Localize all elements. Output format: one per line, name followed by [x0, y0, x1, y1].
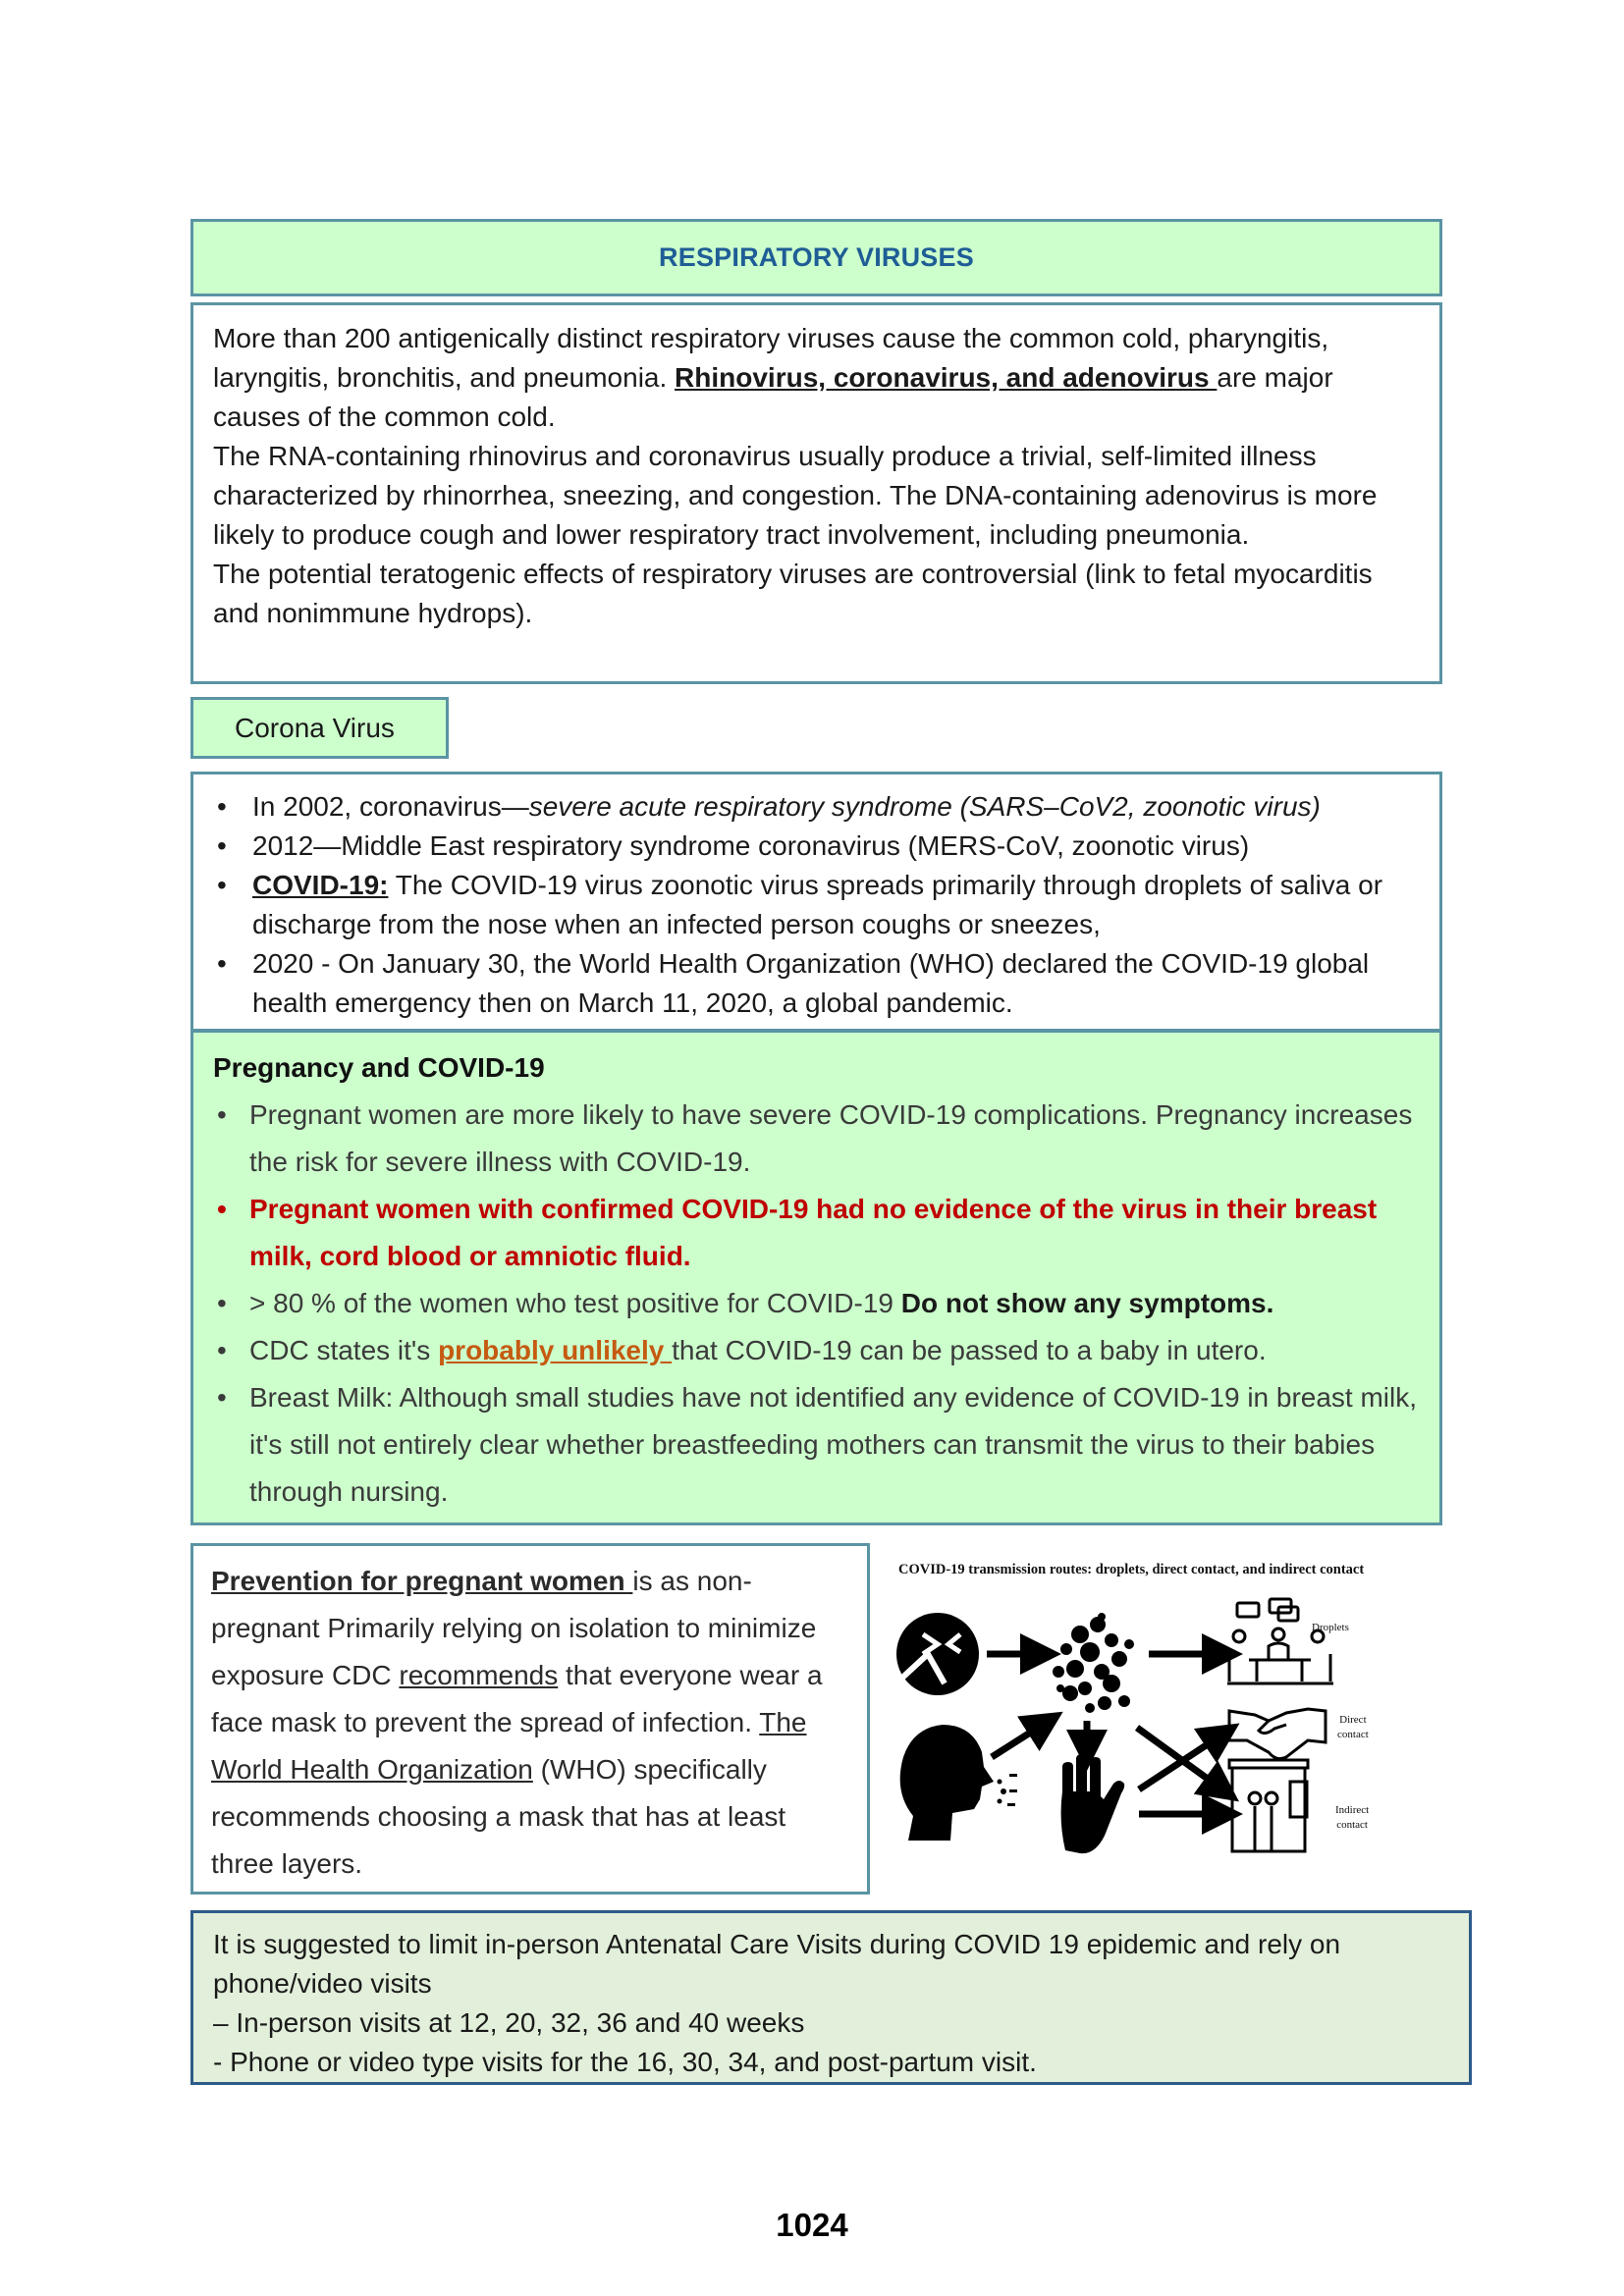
prevention-text: is as non-pregnant Primarily relying on isolation to minimize exposure CDC: [211, 1566, 817, 1690]
who-link[interactable]: The World Health Organization: [211, 1707, 807, 1785]
corona-virus-box: [190, 772, 1442, 1032]
section-title-box: [190, 219, 1442, 296]
list-item-highlight: • Pregnant women with confirmed COVID-19 had no evidence of the virus in their breast milk, cord blood or amniotic fluid.: [213, 1186, 1420, 1280]
item-text: CDC states it's: [249, 1335, 439, 1365]
antenatal-line-2: – In-person visits at 12, 20, 32, 36 and 40 weeks: [213, 2007, 805, 2038]
corona-virus-list: [213, 787, 1420, 1023]
corona-virus-label: Corona Virus: [235, 712, 395, 743]
label-line: contact: [1337, 1729, 1369, 1740]
antenatal-line-3: - Phone or video type visits for the 16, 30, 34, and post-partum visit.: [213, 2047, 1037, 2077]
list-item: [213, 787, 1420, 827]
direct-contact-label: [1337, 1713, 1369, 1742]
item-text: that COVID-19 can be passed to a baby in utero.: [672, 1335, 1267, 1365]
item-text: > 80 % of the women who test positive for COVID-19: [249, 1288, 901, 1318]
droplets-label: Droplets: [1312, 1622, 1349, 1633]
probably-unlikely-link[interactable]: probably unlikely: [438, 1335, 673, 1365]
list-item: [213, 1280, 1420, 1327]
covid19-term: COVID-19:: [252, 870, 389, 900]
prevention-box: [190, 1543, 870, 1895]
item-italic: severe acute respiratory syndrome (SARS–CoV2,: [528, 791, 1144, 822]
pregnancy-list: [213, 1092, 1420, 1516]
common-cold-causes: Rhinovirus, coronavirus, and adenovirus: [675, 362, 1218, 393]
intro-paragraph-3: The potential teratogenic effects of respiratory viruses are controversial (link to fetal myocarditis and nonimmune hydrops).: [213, 559, 1373, 628]
item-bold: Do not show any symptoms.: [900, 1288, 1274, 1318]
corona-virus-label-box: [190, 697, 449, 759]
hand-icon: [1061, 1754, 1125, 1853]
intro-box: [190, 302, 1442, 684]
intro-paragraph-1: [213, 319, 1420, 437]
figure-title: COVID-19 transmission routes: droplets, direct contact, and indirect contact: [898, 1562, 1365, 1577]
item-italic: ): [1311, 791, 1321, 822]
list-item: • 2020 - On January 30, the World Health Organization (WHO) declared the COVID-19 global health emergency then on March 11, 2020, a global pandemic.: [213, 944, 1420, 1023]
pregnancy-heading: Pregnancy and COVID-19: [213, 1052, 545, 1083]
indirect-contact-label: [1335, 1803, 1369, 1833]
intro-text: are major causes of the common cold.: [213, 362, 1333, 432]
item-italic: zoonotic virus: [1143, 791, 1312, 822]
antenatal-visits-box: [190, 1910, 1472, 2085]
item-text: In 2002, coronavirus—: [252, 791, 529, 822]
recommends-link[interactable]: recommends: [399, 1660, 559, 1690]
intro-paragraph-2: The RNA-containing rhinovirus and coronavirus usually produce a trivial, self-limited illness characterized by rhinorrhea, sneezing, and congestion. The DNA-containing adenovirus is more likely to produce cough and lower respiratory tract involvement, including pneumonia.: [213, 441, 1378, 550]
page-title: RESPIRATORY VIRUSES: [659, 242, 974, 272]
list-item: • Breast Milk: Although small studies have not identified any evidence of COVID-19 in breast milk, it's still not entirely clear whether breastfeeding mothers can transmit the virus to their babies through nursing.: [213, 1374, 1420, 1516]
prevention-text: (WHO) specifically recommends choosing a mask that has at least three layers.: [211, 1754, 786, 1879]
item-text: The COVID-19 virus zoonotic virus spreads primarily through droplets of saliva or discharge from the nose when an infected person coughs or sneezes,: [252, 870, 1383, 939]
page-number: 1024: [776, 2207, 848, 2243]
intro-text: More than 200 antigenically distinct respiratory viruses cause the common cold, pharyngitis, laryngitis, bronchitis, and pneumonia.: [213, 323, 1329, 393]
cough-head-icon: [900, 1725, 1017, 1841]
pregnancy-covid-box: [190, 1030, 1442, 1525]
elevator-icon: [1229, 1760, 1308, 1851]
list-item: • Pregnant women are more likely to have severe COVID-19 complications. Pregnancy increases the risk for severe illness with COVID-19.: [213, 1092, 1420, 1186]
label-line: Indirect: [1335, 1804, 1370, 1816]
droplets-icon: [1053, 1613, 1134, 1713]
list-item: [213, 866, 1420, 944]
prevention-heading-link[interactable]: Prevention for pregnant women: [211, 1566, 633, 1596]
list-item: • 2012—Middle East respiratory syndrome coronavirus (MERS-CoV, zoonotic virus): [213, 827, 1420, 866]
sneeze-face-icon: [896, 1613, 979, 1695]
transmission-routes-figure: [884, 1556, 1434, 1890]
people-at-table-icon: [1227, 1599, 1333, 1683]
label-line: Direct: [1339, 1714, 1367, 1726]
handshake-icon: [1229, 1709, 1326, 1759]
list-item: [213, 1327, 1420, 1374]
label-line: contact: [1336, 1819, 1368, 1831]
antenatal-line-1: It is suggested to limit in-person Antenatal Care Visits during COVID 19 epidemic and rely on phone/video visits: [213, 1929, 1341, 1999]
prevention-text: that everyone wear a face mask to prevent the spread of infection.: [211, 1660, 823, 1737]
